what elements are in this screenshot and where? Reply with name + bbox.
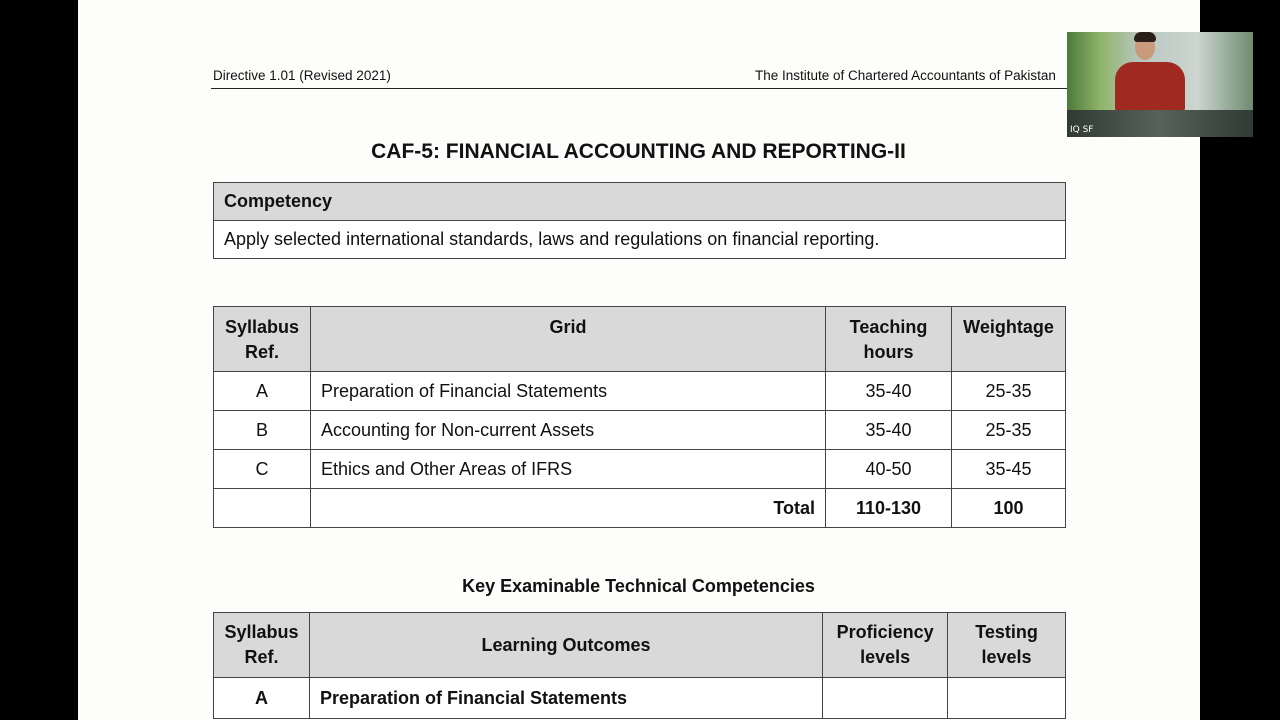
header-divider	[211, 88, 1077, 89]
ket-title: Key Examinable Technical Competencies	[462, 576, 815, 596]
ket-header-outcomes: Learning Outcomes	[309, 613, 822, 678]
ket-table	[213, 612, 1066, 719]
total-row	[214, 489, 1066, 528]
grid-header-ref: Syllabus Ref.	[214, 307, 311, 372]
grid-weightage: 25-35	[952, 372, 1066, 411]
grid-weightage: 25-35	[952, 411, 1066, 450]
competency-heading: Competency	[214, 183, 1066, 221]
ket-outcome: Preparation of Financial Statements	[309, 678, 822, 719]
ket-header-testing: Testing levels	[948, 613, 1066, 678]
header-directive: Directive 1.01 (Revised 2021)	[213, 68, 391, 83]
ket-header-ref: Syllabus Ref.	[214, 613, 310, 678]
presenter-hair	[1134, 32, 1156, 42]
grid-topic: Ethics and Other Areas of IFRS	[311, 450, 826, 489]
grid-hours: 40-50	[826, 450, 952, 489]
ket-testing	[948, 678, 1066, 719]
grid-header-hours: Teaching hours	[826, 307, 952, 372]
ket-ref: A	[214, 678, 310, 719]
competency-text: Apply selected international standards, laws and regulations on financial reporting.	[214, 221, 1066, 259]
total-hours: 110-130	[826, 489, 952, 528]
grid-ref: A	[214, 372, 311, 411]
grid-table	[213, 306, 1066, 528]
ket-proficiency	[823, 678, 948, 719]
table-row	[214, 411, 1066, 450]
grid-hours: 35-40	[826, 372, 952, 411]
table-row	[214, 678, 1066, 719]
total-empty-cell	[214, 489, 311, 528]
grid-hours: 35-40	[826, 411, 952, 450]
ket-header-proficiency: Proficiency levels	[823, 613, 948, 678]
grid-weightage: 35-45	[952, 450, 1066, 489]
grid-ref: C	[214, 450, 311, 489]
table-row	[214, 450, 1066, 489]
grid-topic: Accounting for Non-current Assets	[311, 411, 826, 450]
grid-ref: B	[214, 411, 311, 450]
presenter-body	[1115, 62, 1185, 112]
total-weightage: 100	[952, 489, 1066, 528]
grid-topic: Preparation of Financial Statements	[311, 372, 826, 411]
webcam-label: IQ SF	[1070, 125, 1094, 135]
total-label: Total	[311, 489, 826, 528]
document-page	[78, 0, 1200, 720]
header-institute: The Institute of Chartered Accountants of Pakistan	[755, 68, 1056, 83]
grid-header-grid: Grid	[311, 307, 826, 372]
page-title: CAF-5: FINANCIAL ACCOUNTING AND REPORTING-II	[371, 140, 906, 163]
webcam-overlay[interactable]	[1067, 32, 1253, 137]
desk	[1067, 110, 1253, 137]
grid-header-weightage: Weightage	[952, 307, 1066, 372]
table-row	[214, 372, 1066, 411]
competency-table	[213, 182, 1066, 259]
